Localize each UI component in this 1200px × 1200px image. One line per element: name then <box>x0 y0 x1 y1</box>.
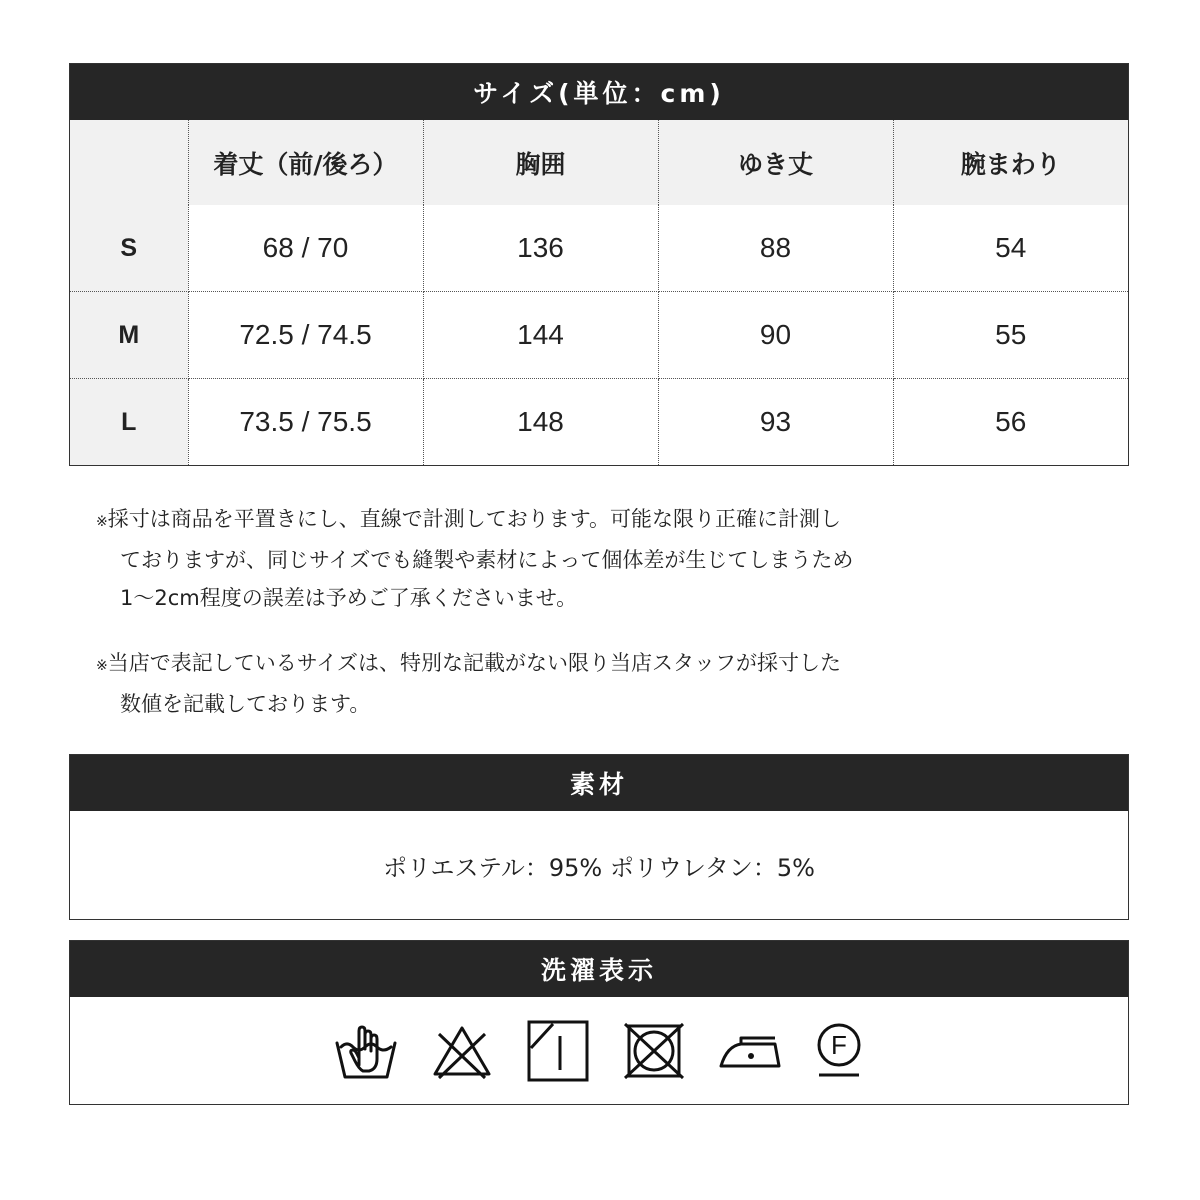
no-tumble-dry-icon <box>623 1022 685 1080</box>
header-chest: 胸囲 <box>423 120 658 205</box>
table-cell: 88 <box>658 205 893 292</box>
table-cell: 72.5 / 74.5 <box>188 292 423 379</box>
table-cell: 68 / 70 <box>188 205 423 292</box>
note-line: 数値を記載しております。 <box>120 692 371 716</box>
table-cell: 144 <box>423 292 658 379</box>
note-line: 当店で表記しているサイズは、特別な記載がない限り当店スタッフが採寸した <box>107 651 842 675</box>
hand-wash-icon <box>335 1021 397 1081</box>
note-mark: ※ <box>96 658 108 674</box>
header-arm-circumference: 腕まわり <box>893 120 1128 205</box>
table-cell: 90 <box>658 292 893 379</box>
note-mark: ※ <box>96 514 108 530</box>
table-cell: 56 <box>995 406 1027 437</box>
size-label: M <box>70 292 188 379</box>
care-icons <box>70 997 1128 1104</box>
size-table-header-row <box>70 120 1128 205</box>
header-length: 着丈（前/後ろ） <box>188 120 423 205</box>
table-cell: 136 <box>423 205 658 292</box>
size-label: L <box>70 379 188 466</box>
table-row <box>70 292 1128 379</box>
note-line: ておりますが、同じサイズでも縫製や素材によって個体差が生じてしまうため <box>120 548 854 572</box>
size-table <box>70 120 1128 465</box>
note-line: 1〜2cm程度の誤差は予めご了承くださいませ。 <box>120 586 578 610</box>
table-cell: 93 <box>658 379 893 466</box>
size-table-title: サイズ(単位：cm) <box>70 64 1128 120</box>
size-source-note <box>96 644 996 723</box>
line-dry-icon <box>527 1020 589 1082</box>
table-row <box>70 205 1128 292</box>
header-sleeve-length: ゆき丈 <box>658 120 893 205</box>
table-cell: 54 <box>893 205 1128 292</box>
material-title: 素材 <box>70 755 1128 811</box>
header-empty <box>70 120 188 205</box>
measurement-note <box>96 500 996 617</box>
size-label: S <box>70 205 188 292</box>
table-cell: 73.5 / 75.5 <box>188 379 423 466</box>
dry-clean-f-icon <box>815 1021 863 1081</box>
table-row <box>70 379 1128 466</box>
table-cell: 148 <box>423 379 658 466</box>
care-section <box>69 940 1129 1105</box>
size-table-section <box>69 63 1129 466</box>
care-title: 洗濯表示 <box>70 941 1128 997</box>
material-text: ポリエステル：95% ポリウレタン：5% <box>383 853 815 882</box>
iron-low-icon <box>719 1026 781 1076</box>
note-line: 採寸は商品を平置きにし、直線で計測しております。可能な限り正確に計測し <box>107 507 842 531</box>
no-bleach-icon <box>431 1022 493 1080</box>
table-cell: 55 <box>893 292 1128 379</box>
material-section <box>69 754 1129 920</box>
dry-clean-letter: F <box>831 1029 847 1060</box>
